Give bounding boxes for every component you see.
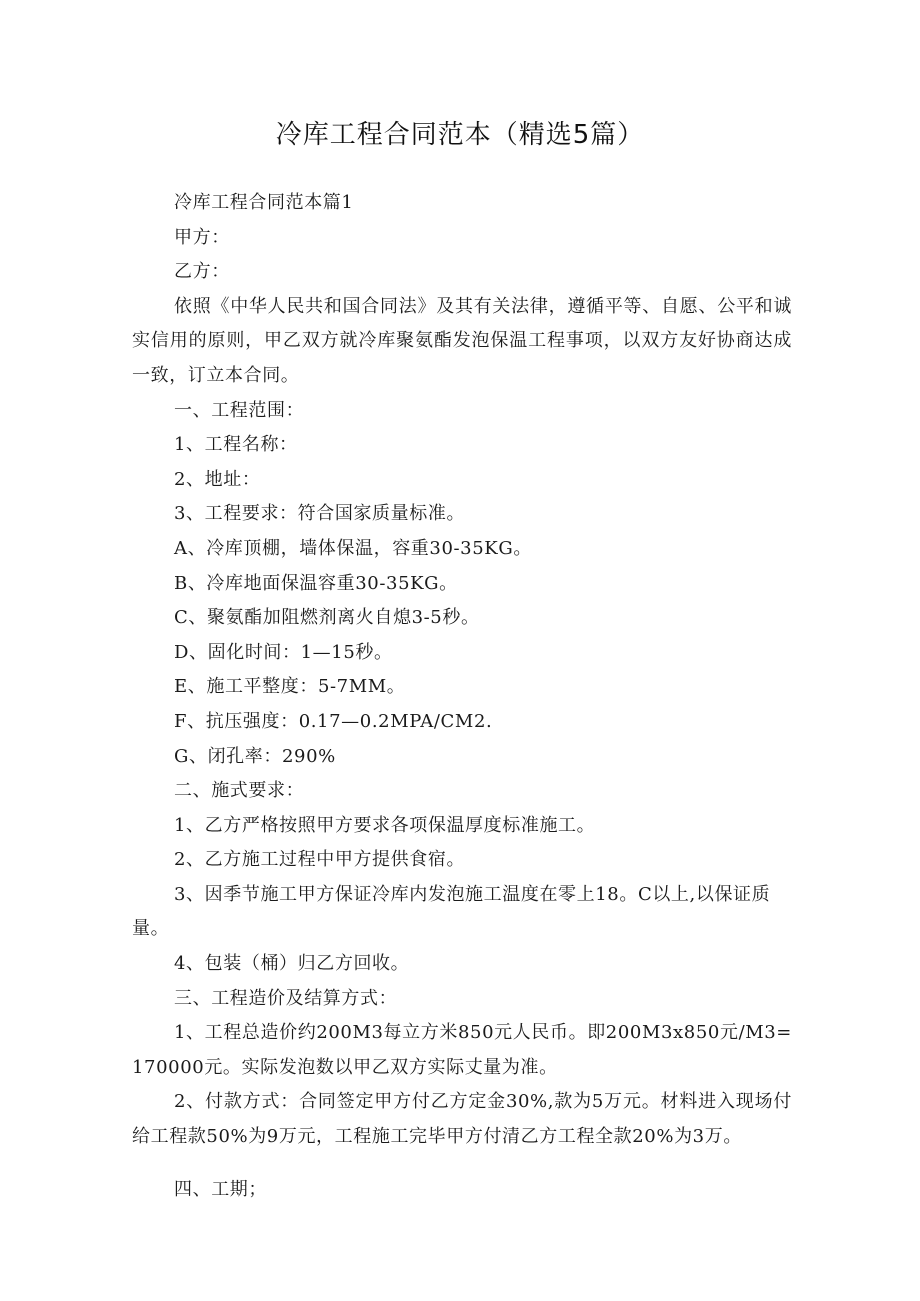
party-b-line: 乙方： <box>174 261 230 283</box>
clause-item: 1、工程总造价约200M3每立方米850元人民币。即200M3x850元/M3=170000元。实际发泡数以甲乙双方实际丈量为准。 <box>132 1022 792 1078</box>
document-body <box>132 186 792 1207</box>
clause-subitem: E、施工平整度：5-7MM。 <box>174 676 406 698</box>
clause-heading: 三、工程造价及结算方式： <box>174 987 398 1009</box>
clause-item: 3、因季节施工甲方保证冷库内发泡施工温度在零上18。C以上,以保证质量。 <box>132 883 771 940</box>
clause-subitem: B、冷库地面保温容重30-35KG。 <box>174 572 458 594</box>
clause-subitem: D、固化时间：1—15秒。 <box>174 641 393 663</box>
clause-heading: 四、工期； <box>174 1178 267 1200</box>
clause-item: 2、地址： <box>174 468 261 490</box>
clause-heading: 一、工程范围： <box>174 399 305 421</box>
clause-subitem: A、冷库顶棚，墙体保温，容重30-35KG。 <box>174 537 532 559</box>
clause-heading: 二、施式要求： <box>174 780 305 802</box>
preamble-paragraph: 依照《中华人民共和国合同法》及其有关法律，遵循平等、自愿、公平和诚实信用的原则，甲乙双方就冷库聚氨酯发泡保温工程事项，以双方友好协商达成一致，订立本合同。 <box>132 295 792 386</box>
clause-subitem: F、抗压强度：0.17—0.2MPA/CM2. <box>174 710 493 732</box>
clause-item: 2、乙方施工过程中甲方提供食宿。 <box>174 849 466 871</box>
paragraph-spacer <box>132 1155 792 1173</box>
party-a-line: 甲方： <box>174 226 230 248</box>
clause-item: 3、工程要求：符合国家质量标准。 <box>174 503 466 525</box>
clause-item: 2、付款方式：合同签定甲方付乙方定金30%,款为5万元。材料进入现场付给工程款50%为9万元，工程施工完毕甲方付清乙方工程全款20%为3万。 <box>132 1091 792 1148</box>
clause-item: 1、乙方严格按照甲方要求各项保温厚度标准施工。 <box>174 814 596 836</box>
clause-subitem: G、闭孔率：290% <box>174 745 336 767</box>
section-heading: 冷库工程合同范本篇1 <box>174 192 354 213</box>
clause-item: 1、工程名称： <box>174 434 298 456</box>
document-title: 冷库工程合同范本（精选5篇） <box>275 120 645 150</box>
clause-subitem: C、聚氨酯加阻燃剂离火自熄3-5秒。 <box>174 607 480 629</box>
clause-item: 4、包装（桶）归乙方回收。 <box>174 953 410 975</box>
